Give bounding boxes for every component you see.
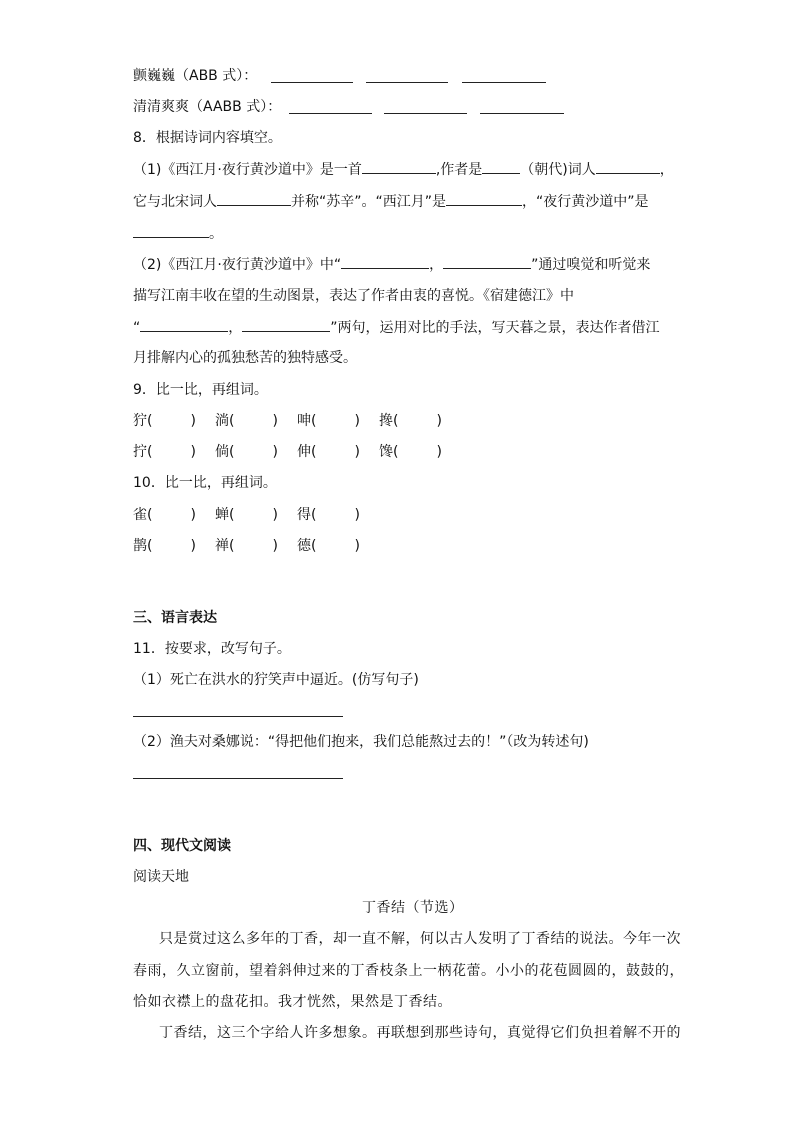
q8-part2-line2: 描写江南丰收在望的生动图景，表达了作者由衷的喜悦。《宿建德江》中 (133, 288, 574, 304)
article-paragraph-line: 恰如衣襟上的盘花扣。我才恍然，果然是丁香结。 (133, 994, 452, 1010)
answer-blank[interactable] (596, 159, 660, 174)
q8-part2-line1: （2)《西江月·夜行黄沙道中》中“ ， ”通过嗅觉和听觉来 (133, 254, 650, 275)
section3-heading: 三、语言表达 (133, 610, 217, 626)
answer-blank[interactable] (133, 223, 209, 238)
char-pair[interactable]: 蝉( ) (215, 507, 278, 523)
char-pair[interactable]: 禅( ) (215, 538, 278, 554)
char-pair[interactable]: 雀( ) (133, 507, 196, 523)
answer-blank[interactable] (446, 191, 522, 206)
char-pair[interactable]: 狞( ) (133, 413, 196, 429)
answer-blank[interactable] (289, 113, 372, 114)
answer-blank[interactable] (366, 82, 448, 83)
q8-part1-line2: 它与北宋词人 并称“苏辛”。“西江月”是 ，“夜行黄沙道中”是 (133, 191, 649, 212)
q8-part2-line3: “ ， ”两句，运用对比的手法，写天暮之景，表达作者借江 (133, 317, 660, 338)
reading-subheading: 阅读天地 (133, 869, 189, 885)
q8-part1-line3: 。 (133, 223, 223, 244)
answer-blank[interactable] (443, 254, 531, 269)
aabb-label: 清清爽爽（AABB 式）： (133, 99, 282, 115)
aabb-line (133, 97, 281, 117)
answer-blank[interactable] (482, 159, 520, 174)
section4-heading: 四、现代文阅读 (133, 838, 231, 854)
char-pair[interactable]: 搀( ) (379, 413, 442, 429)
answer-blank[interactable] (480, 113, 564, 114)
answer-blank[interactable] (242, 317, 330, 332)
answer-blank[interactable] (140, 317, 228, 332)
q8-part1-line1: （1)《西江月·夜行黄沙道中》是一首 ,作者是 （朝代)词人 ， (133, 159, 674, 180)
char-pair[interactable]: 呻( ) (297, 413, 360, 429)
answer-blank[interactable] (271, 82, 353, 83)
answer-blank[interactable] (217, 191, 291, 206)
char-pair[interactable]: 伸( ) (297, 444, 360, 460)
q8-part2-line4: 月排解内心的孤独愁苦的独特感受。 (133, 350, 357, 366)
char-pair[interactable]: 鹊( ) (133, 538, 196, 554)
answer-blank[interactable] (384, 113, 467, 114)
char-pair[interactable]: 拧( ) (133, 444, 196, 460)
abb-label: 颤巍巍（ABB 式）： (133, 68, 258, 84)
char-pair[interactable]: 得( ) (297, 507, 360, 523)
answer-blank[interactable] (362, 159, 436, 174)
q11-title: 11．按要求，改写句子。 (133, 641, 291, 657)
article-paragraph-line: 春雨，久立窗前，望着斜伸过来的丁香枝条上一柄花蕾。小小的花苞圆圆的，鼓鼓的， (133, 963, 684, 979)
abb-line (133, 66, 257, 86)
char-pair[interactable]: 倘( ) (215, 444, 278, 460)
q10-row2 (133, 536, 379, 556)
q8-title: 8．根据诗词内容填空。 (133, 130, 282, 146)
answer-line[interactable] (133, 778, 343, 779)
q10-title: 10．比一比，再组词。 (133, 475, 277, 491)
q9-row2 (133, 442, 461, 462)
q10-row1 (133, 505, 379, 525)
q9-title: 9．比一比，再组词。 (133, 382, 268, 398)
char-pair[interactable]: 馋( ) (379, 444, 442, 460)
char-pair[interactable]: 德( ) (297, 538, 360, 554)
article-title: 丁香结（节选） (362, 900, 464, 916)
q9-row1 (133, 411, 461, 431)
answer-blank[interactable] (462, 82, 546, 83)
q11-part1: （1）死亡在洪水的狞笑声中逼近。(仿写句子) (133, 672, 419, 688)
article-paragraph-line: 丁香结，这三个字给人许多想象。再联想到那些诗句，真觉得它们负担着解不开的 (159, 1025, 681, 1041)
char-pair[interactable]: 淌( ) (215, 413, 278, 429)
article-paragraph-line: 只是赏过这么多年的丁香，却一直不解，何以古人发明了丁香结的说法。今年一次 (159, 931, 681, 947)
answer-line[interactable] (133, 716, 343, 717)
q11-part2: （2）渔夫对桑娜说：“得把他们抱来，我们总能熬过去的！”（改为转述句) (133, 734, 589, 750)
answer-blank[interactable] (341, 254, 429, 269)
